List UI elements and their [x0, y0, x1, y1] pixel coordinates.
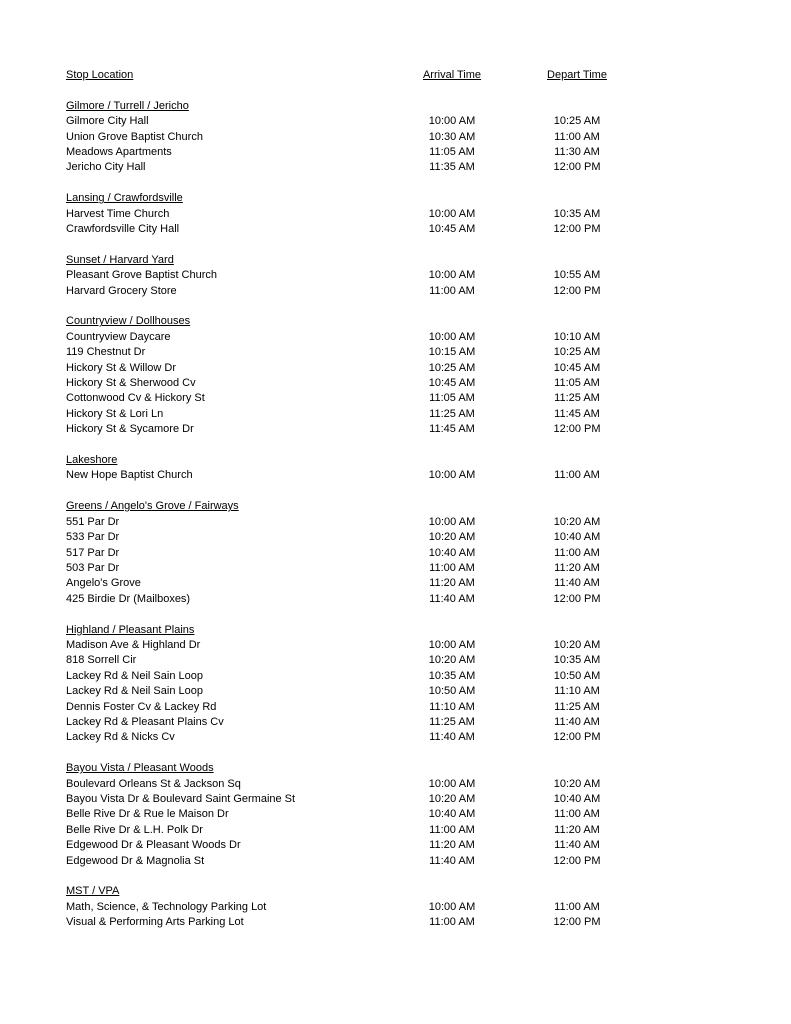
schedule-section [66, 191, 791, 237]
arrival-time-cell: 10:00 AM [428, 900, 476, 913]
section-title-row [66, 253, 791, 268]
column-header-arrival-time: Arrival Time [422, 69, 482, 81]
depart-time-cell: 11:40 AM [554, 839, 600, 852]
section-title: Bayou Vista / Pleasant Woods [66, 762, 214, 775]
depart-time-cell: 10:45 AM [553, 361, 601, 374]
stop-cell: Pleasant Grove Baptist Church [66, 269, 218, 282]
arrival-time-cell: 10:20 AM [428, 654, 476, 667]
stop-cell: Edgewood Dr & Pleasant Woods Dr [66, 839, 241, 852]
schedule-row [66, 222, 791, 237]
depart-time-cell: 10:40 AM [553, 531, 601, 544]
depart-time-cell: 10:55 AM [553, 269, 601, 282]
depart-time-cell: 11:40 AM [554, 577, 600, 590]
schedule-row [66, 468, 791, 483]
schedule-section [66, 99, 791, 176]
schedule-row [66, 422, 791, 437]
table-header-row [66, 68, 791, 83]
stop-cell: Boulevard Orleans St & Jackson Sq [66, 777, 241, 790]
stop-cell: Lackey Rd & Neil Sain Loop [66, 669, 203, 682]
arrival-time-cell: 11:40 AM [429, 854, 475, 867]
depart-time-cell: 11:40 AM [554, 715, 600, 728]
arrival-time-cell: 10:00 AM [428, 777, 476, 790]
schedule-section [66, 499, 791, 607]
column-header-stop-location: Stop Location [66, 69, 134, 81]
stop-cell: Lackey Rd & Pleasant Plains Cv [66, 715, 224, 728]
stop-cell: Bayou Vista Dr & Boulevard Saint Germaine St [66, 792, 296, 805]
schedule-row [66, 530, 791, 545]
schedule-row [66, 284, 791, 299]
arrival-time-cell: 10:30 AM [428, 130, 476, 143]
arrival-time-cell: 10:00 AM [428, 638, 476, 651]
depart-time-cell: 10:25 AM [553, 346, 601, 359]
arrival-time-cell: 11:25 AM [429, 407, 475, 420]
depart-time-cell: 10:35 AM [553, 654, 601, 667]
schedule-row [66, 345, 791, 360]
stop-cell: Countryview Daycare [66, 330, 171, 343]
arrival-time-cell: 11:00 AM [429, 916, 475, 929]
section-title-row [66, 191, 791, 206]
arrival-time-cell: 10:15 AM [428, 346, 476, 359]
depart-time-cell: 11:00 AM [554, 808, 600, 821]
schedule-row [66, 792, 791, 807]
arrival-time-cell: 10:00 AM [428, 115, 476, 128]
section-title-row [66, 499, 791, 514]
depart-time-cell: 11:00 AM [554, 900, 600, 913]
stop-cell: Lackey Rd & Nicks Cv [66, 731, 175, 744]
depart-time-cell: 10:50 AM [553, 669, 601, 682]
depart-time-cell: 11:00 AM [554, 546, 600, 559]
stop-cell: 425 Birdie Dr (Mailboxes) [66, 592, 191, 605]
schedule-row [66, 391, 791, 406]
depart-time-cell: 11:20 AM [554, 561, 600, 574]
arrival-time-cell: 11:00 AM [429, 284, 475, 297]
arrival-time-cell: 11:20 AM [429, 839, 475, 852]
depart-time-cell: 11:00 AM [554, 130, 600, 143]
arrival-time-cell: 10:25 AM [428, 361, 476, 374]
schedule-row [66, 561, 791, 576]
schedule-sections [66, 99, 791, 931]
schedule-row [66, 207, 791, 222]
arrival-time-cell: 10:20 AM [428, 531, 476, 544]
arrival-time-cell: 11:00 AM [429, 823, 475, 836]
arrival-time-cell: 10:00 AM [428, 515, 476, 528]
arrival-time-cell: 10:00 AM [428, 269, 476, 282]
depart-time-cell: 12:00 PM [553, 423, 601, 436]
stop-cell: Jericho City Hall [66, 161, 146, 174]
stop-cell: Hickory St & Lori Ln [66, 407, 164, 420]
schedule-row [66, 114, 791, 129]
schedule-row [66, 407, 791, 422]
schedule-row [66, 715, 791, 730]
stop-cell: Harvest Time Church [66, 207, 170, 220]
section-title: Countryview / Dollhouses [66, 315, 191, 328]
depart-time-cell: 10:20 AM [553, 638, 601, 651]
stop-cell: Dennis Foster Cv & Lackey Rd [66, 700, 217, 713]
depart-time-cell: 12:00 PM [553, 284, 601, 297]
schedule-row [66, 592, 791, 607]
depart-time-cell: 10:40 AM [553, 792, 601, 805]
depart-time-cell: 12:00 PM [553, 916, 601, 929]
schedule-row [66, 638, 791, 653]
stop-cell: 517 Par Dr [66, 546, 120, 559]
section-title: Gilmore / Turrell / Jericho [66, 99, 189, 112]
arrival-time-cell: 10:40 AM [428, 808, 476, 821]
section-title-row [66, 453, 791, 468]
depart-time-cell: 12:00 PM [553, 223, 601, 236]
section-title: Lansing / Crawfordsville [66, 192, 183, 205]
arrival-time-cell: 11:35 AM [429, 161, 475, 174]
column-header-depart-time: Depart Time [547, 69, 607, 81]
depart-time-cell: 10:10 AM [553, 330, 601, 343]
arrival-time-cell: 10:00 AM [428, 469, 476, 482]
stop-cell: 119 Chestnut Dr [66, 346, 146, 359]
stop-cell: Angelo's Grove [66, 577, 141, 590]
section-title: Lakeshore [66, 454, 118, 467]
arrival-time-cell: 11:40 AM [429, 731, 475, 744]
section-title-row [66, 99, 791, 114]
arrival-time-cell: 11:10 AM [429, 700, 475, 713]
section-title: Highland / Pleasant Plains [66, 623, 195, 636]
section-title-row [66, 761, 791, 776]
stop-cell: Visual & Performing Arts Parking Lot [66, 916, 244, 929]
schedule-section [66, 761, 791, 869]
arrival-time-cell: 11:40 AM [429, 592, 475, 605]
stop-cell: Math, Science, & Technology Parking Lot [66, 900, 267, 913]
schedule-section [66, 884, 791, 930]
stop-cell: Gilmore City Hall [66, 115, 149, 128]
section-title-row [66, 884, 791, 899]
depart-time-cell: 11:25 AM [554, 392, 600, 405]
depart-time-cell: 11:20 AM [554, 823, 600, 836]
depart-time-cell: 12:00 PM [553, 592, 601, 605]
schedule-row [66, 900, 791, 915]
arrival-time-cell: 11:25 AM [429, 715, 475, 728]
schedule-row [66, 376, 791, 391]
stop-cell: 503 Par Dr [66, 561, 120, 574]
arrival-time-cell: 11:00 AM [429, 561, 475, 574]
schedule-row [66, 330, 791, 345]
arrival-time-cell: 11:05 AM [429, 392, 475, 405]
schedule-row [66, 130, 791, 145]
arrival-time-cell: 11:45 AM [429, 423, 475, 436]
arrival-time-cell: 10:50 AM [428, 685, 476, 698]
schedule-row [66, 160, 791, 175]
schedule-section [66, 314, 791, 437]
depart-time-cell: 10:20 AM [553, 777, 601, 790]
schedule-row [66, 684, 791, 699]
depart-time-cell: 12:00 PM [553, 854, 601, 867]
section-title-row [66, 623, 791, 638]
schedule-row [66, 361, 791, 376]
stop-cell: New Hope Baptist Church [66, 469, 193, 482]
depart-time-cell: 11:45 AM [554, 407, 600, 420]
section-title: Greens / Angelo's Grove / Fairways [66, 500, 239, 513]
schedule-section [66, 453, 791, 484]
depart-time-cell: 10:25 AM [553, 115, 601, 128]
schedule-row [66, 915, 791, 930]
stop-cell: Union Grove Baptist Church [66, 130, 203, 143]
schedule-row [66, 777, 791, 792]
schedule-row [66, 823, 791, 838]
schedule-row [66, 854, 791, 869]
arrival-time-cell: 11:20 AM [429, 577, 475, 590]
depart-time-cell: 12:00 PM [553, 731, 601, 744]
arrival-time-cell: 10:20 AM [428, 792, 476, 805]
stop-cell: Meadows Apartments [66, 146, 172, 159]
stop-cell: Hickory St & Sherwood Cv [66, 377, 196, 390]
arrival-time-cell: 10:45 AM [428, 377, 476, 390]
schedule-row [66, 700, 791, 715]
depart-time-cell: 11:25 AM [554, 700, 600, 713]
stop-cell: Belle Rive Dr & Rue le Maison Dr [66, 808, 229, 821]
schedule-row [66, 838, 791, 853]
section-title: Sunset / Harvard Yard [66, 253, 174, 266]
stop-cell: Lackey Rd & Neil Sain Loop [66, 685, 203, 698]
arrival-time-cell: 10:45 AM [428, 223, 476, 236]
stop-cell: Harvard Grocery Store [66, 284, 177, 297]
depart-time-cell: 11:10 AM [554, 685, 600, 698]
schedule-row [66, 515, 791, 530]
stop-cell: Madison Ave & Highland Dr [66, 638, 201, 651]
arrival-time-cell: 10:35 AM [428, 669, 476, 682]
stop-cell: Edgewood Dr & Magnolia St [66, 854, 205, 867]
stop-cell: Crawfordsville City Hall [66, 223, 180, 236]
section-title: MST / VPA [66, 885, 120, 898]
schedule-row [66, 576, 791, 591]
arrival-time-cell: 10:00 AM [428, 207, 476, 220]
stop-cell: Belle Rive Dr & L.H. Polk Dr [66, 823, 203, 836]
arrival-time-cell: 10:40 AM [428, 546, 476, 559]
stop-cell: Hickory St & Willow Dr [66, 361, 177, 374]
stop-cell: Cottonwood Cv & Hickory St [66, 392, 205, 405]
depart-time-cell: 10:35 AM [553, 207, 601, 220]
schedule-row [66, 669, 791, 684]
schedule-row [66, 807, 791, 822]
stop-cell: 818 Sorrell Cir [66, 654, 137, 667]
section-title-row [66, 314, 791, 329]
stop-cell: 551 Par Dr [66, 515, 120, 528]
schedule-row [66, 268, 791, 283]
schedule-row [66, 653, 791, 668]
depart-time-cell: 10:20 AM [553, 515, 601, 528]
stop-cell: 533 Par Dr [66, 531, 120, 544]
depart-time-cell: 12:00 PM [553, 161, 601, 174]
arrival-time-cell: 11:05 AM [429, 146, 475, 159]
schedule-row [66, 546, 791, 561]
schedule-row [66, 730, 791, 745]
depart-time-cell: 11:30 AM [554, 146, 600, 159]
schedule-row [66, 145, 791, 160]
schedule-section [66, 623, 791, 746]
stop-cell: Hickory St & Sycamore Dr [66, 423, 194, 436]
depart-time-cell: 11:05 AM [554, 377, 600, 390]
arrival-time-cell: 10:00 AM [428, 330, 476, 343]
depart-time-cell: 11:00 AM [554, 469, 600, 482]
schedule-section [66, 253, 791, 299]
